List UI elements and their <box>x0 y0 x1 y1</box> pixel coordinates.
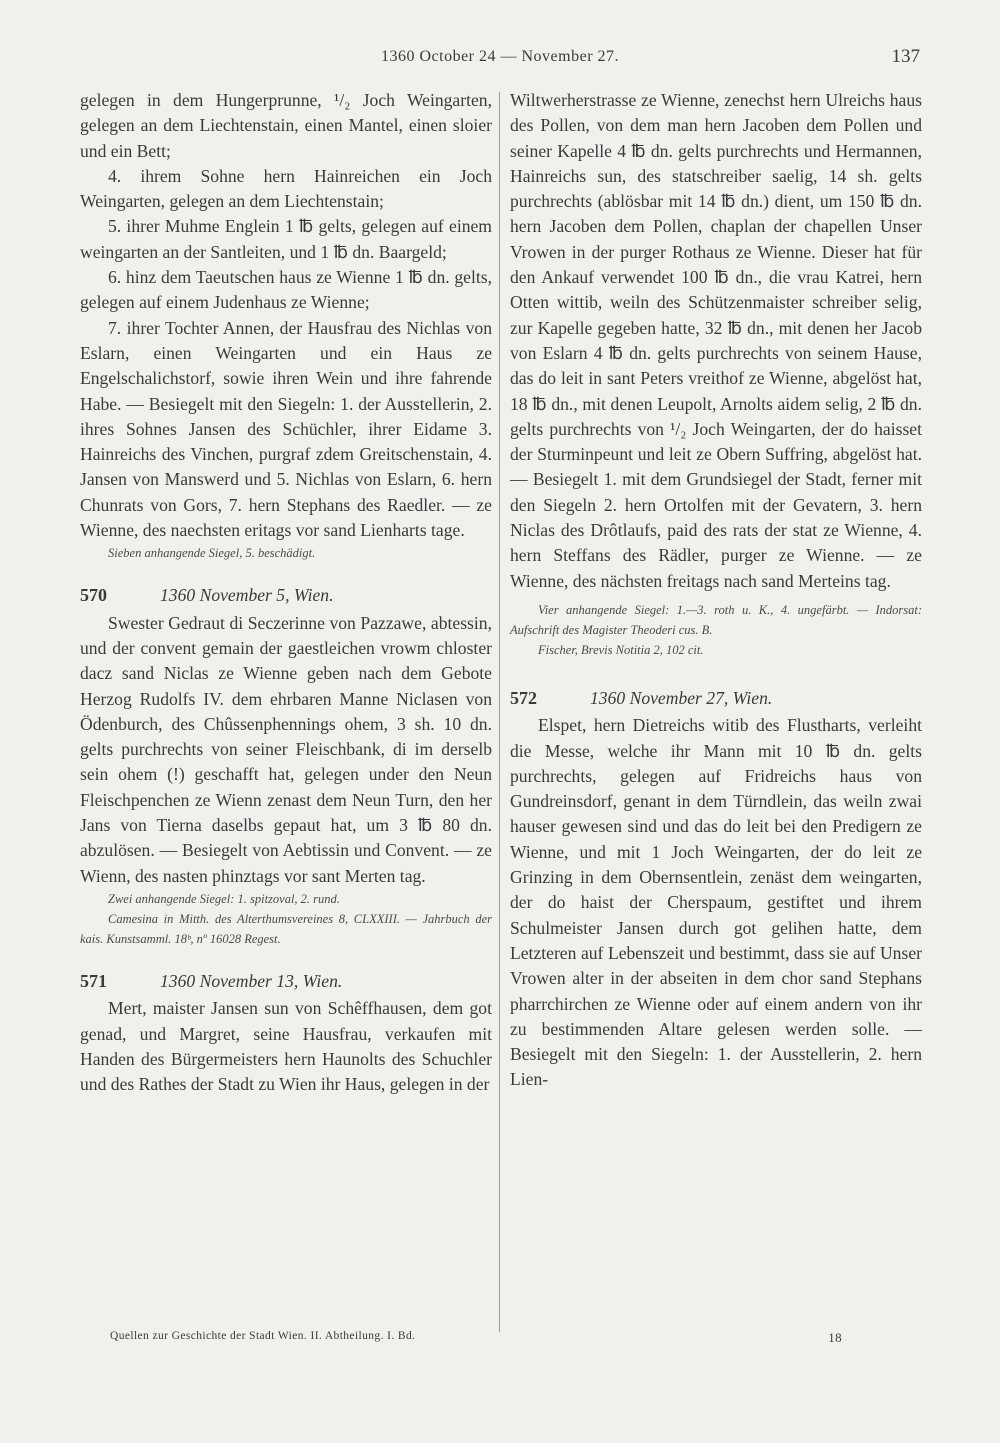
entry-number: 572 <box>510 687 537 708</box>
left-column <box>80 88 492 1097</box>
entry-text: Swester Gedraut di Seczerinne von Pazzawe, abtessin, und der convent gemain der gaestleichen vrowm chloster dacz sand Niclas ze Wienne geben nach dem Gebote Herzog Rudolfs IV. dem ehrbaren Manne Niclasen von Ödenburch, des Chûssenphennings ohem, 3 sh. 10 dn. gelts purchrechts von seiner Fleischbank, di im derselb sein ohem (!) geschafft hat, gelegen under den Neun Fleischpenchen ze Wienn zenast dem Neun Turn, den her Jans von Tierna daselbs gepaut hat, um 3 ℔ 80 dn. abzulösen. — Besiegelt von Aebtissin und Convent. — ze Wienn, des nasten phinztags vor sant Merten tag. <box>80 612 492 886</box>
page-header <box>0 46 1000 76</box>
page-footer <box>80 1330 920 1354</box>
entry-continuation: Wiltwerherstrasse ze Wienne, zenechst hern Ulreichs haus des Pollen, von dem man hern Jacoben dem Pollen und seiner Kapelle 4 ℔ dn. gelts purchrechts und Hermannen, Hainreichs sun, des statschreiber saelig, 14 sh. gelts purchrechts (ablösbar mit 14 ℔ dn.) dient, um 150 ℔ dn. hern Jacoben dem Pollen, chaplan der chapellen Unser Vrowen in der purger Rothaus ze Wienne. Dieser hat für den Ankauf verwendet 100 ℔ dn., die vrau Katrei, hern Otten wittib, weiln des Schützenmaister schreiber selig, zur Kapelle gegeben hatte, 32 ℔ dn., mit denen her Jacob von Eslarn 4 ℔ dn. gelts purchrechts von seinem Hause, das do leit in sant Peters vreithof ze Wienne, abgelöst hat, 18 ℔ dn., mit denen Leupolt, Arnolts aidem selig, 2 ℔ dn. gelts purchrechts von ¹/₂ Joch Weingarten, der do haisset der Sturminpeunt und leit ze Obern Suffring, abgelöst hat. — Besiegelt 1. mit dem Grundsiegel der Stadt, ferner mit den Siegeln 2. hern Ortolfen mit der Gevatern, 3. hern Niclas des Drôtlaufs, paid des rats der stat ze Wienne, 4. hern Steffans des Rädler, purger ze Wienne. — ze Wienne, des nächsten freitags nach sand Merteins tag. <box>510 90 922 591</box>
citation-note: Fischer, Brevis Notitia 2, 102 cit. <box>538 642 704 657</box>
entry-number: 571 <box>80 970 107 991</box>
seal-note: Sieben anhangende Siegel, 5. beschädigt. <box>108 546 316 561</box>
seal-note: Zwei anhangende Siegel: 1. spitzoval, 2. rund. <box>108 891 340 906</box>
entry-heading <box>80 969 492 994</box>
seal-note: Vier anhangende Siegel: 1.—3. roth u. K., 4. ungefärbt. — Indorsat: Aufschrift des Magister Theoderi cus. B. <box>510 602 922 637</box>
sheet-signature: 18 <box>828 1330 842 1345</box>
entry-date: 1360 November 13, Wien. <box>160 970 343 991</box>
entry-text: Mert, maister Jansen sun von Schêffhausen, dem got genad, und Margret, seine Hausfrau, verkaufen mit Handen des Bürgermeisters hern Haunolts des Schuchler und des Rathes der Stadt zu Wien ihr Haus, gelegen in der <box>80 998 492 1095</box>
entry-heading <box>80 583 492 608</box>
entry-date: 1360 November 5, Wien. <box>160 585 334 606</box>
right-column <box>510 88 922 1093</box>
paragraph: 4. ihrem Sohne hern Hainreichen ein Joch Weingarten, gelegen an dem Liechtenstain; <box>80 165 492 212</box>
paragraph: 5. ihrer Muhme Englein 1 ℔ gelts, gelegen auf einem weingarten an der Santleiten, und 1 ℔ dn. Baargeld; <box>80 216 492 262</box>
paragraph: 6. hinz dem Taeutschen haus ze Wienne 1 ℔ dn. gelts, gelegen auf einem Judenhaus ze Wienne; <box>80 267 492 313</box>
series-title: Quellen zur Geschichte der Stadt Wien. II. Abtheilung. I. Bd. <box>110 1330 416 1342</box>
running-title: 1360 October 24 — November 27. <box>380 48 620 65</box>
page-number: 137 <box>891 46 920 67</box>
entry-number: 570 <box>80 585 107 606</box>
paragraph: 7. ihrer Tochter Annen, der Hausfrau des Nichlas von Eslarn, einen Weingarten und ein Haus ze Engelschalichstorf, sowie ihren Wein und ihre fahrende Habe. — Besiegelt mit den Siegeln: 1. der Ausstellerin, 2. ihres Sohnes Jansen des Schüchler, ihrer Eidame 3. Hainreichs des Vinchen, purgraf zdem Greitschenstain, 4. Jansen von Manswerd und 5. Nichlas von Eslarn, 6. hern Chunrats von Gors, 7. hern Stephans des Raedler. — ze Wienne, des naechsten eritags vor sand Lienharts tage. <box>80 317 492 541</box>
paragraph: gelegen in dem Hungerprunne, ¹/₂ Joch Weingarten, gelegen an dem Liechtenstain, einen Mantel, einen sloier und ein Bett; <box>80 90 492 161</box>
citation-note: Camesina in Mitth. des Alterthumsvereines 8, CLXXIII. — Jahrbuch der kais. Kunstsamml. 18ᵇ, nº 16028 Regest. <box>80 911 492 946</box>
column-divider <box>499 92 500 1332</box>
entry-date: 1360 November 27, Wien. <box>590 687 773 708</box>
entry-heading <box>510 686 922 711</box>
entry-text: Elspet, hern Dietreichs witib des Flustharts, verleiht die Messe, welche ihr Mann mit 10 ℔ dn. gelts purchrechts, gelegen auf Fridreichs haus von Gundreinsdorf, genant in dem Türndlein, das weiln zwai hauser gewesen sind und das do leit bei den Predigern ze Wienne, und mit 1 Joch Weingarten, der do leit ze Grinzing in dem Obernsentlein, zenäst dem weingarten, der do haist der Cherspaum, gestiftet und ihrem Schulmeister Jansen durch got gelihen hatte, dem Letzteren auf Lebenszeit und bestimmt, dass sie auf Unser Vrowen alter in der abseiten in dem chor sand Stephans pharrchirchen ze Wienne oder auf einem andern von ihr zu bestimmenden Altare gelesen werden solle. — Besiegelt mit den Siegeln: 1. der Ausstellerin, 2. hern Lien- <box>510 715 922 1090</box>
